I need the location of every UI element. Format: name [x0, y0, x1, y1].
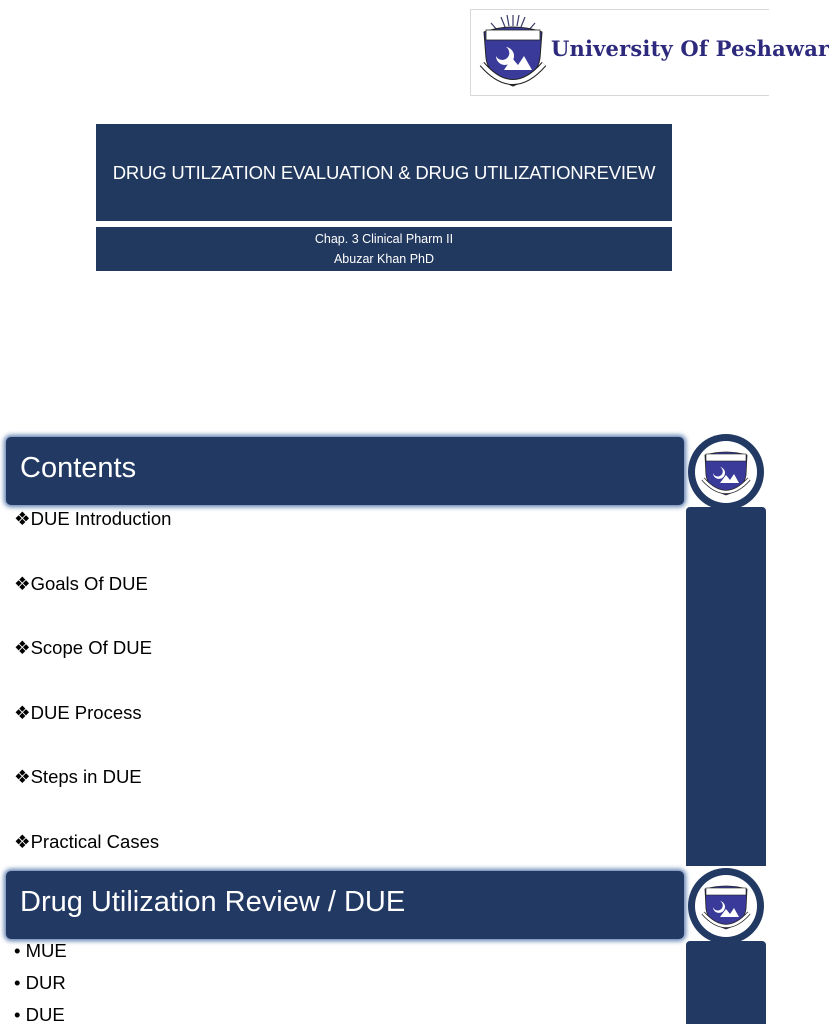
list-item: ❖Practical Cases	[14, 830, 160, 852]
side-accent-column	[686, 941, 766, 1024]
contents-slide	[0, 432, 768, 866]
list-item: • DUE	[14, 1004, 65, 1025]
term-list	[14, 940, 67, 1036]
list-item: ❖Steps in DUE	[14, 766, 142, 787]
list-item: ❖Goals Of DUE	[14, 572, 148, 594]
university-name: University Of Peshawar	[551, 36, 829, 61]
university-seal-icon	[699, 445, 753, 499]
list-item: • DUR	[14, 972, 66, 993]
list-item: ❖DUE Introduction	[14, 508, 172, 529]
side-accent-column	[686, 507, 766, 866]
list-item: ❖Scope Of DUE	[14, 637, 152, 658]
list-item: ❖DUE Process	[14, 701, 142, 723]
list-item: • MUE	[14, 940, 67, 961]
contents-list	[14, 508, 171, 895]
presentation-subtitle	[96, 227, 672, 271]
author-label: Abuzar Khan PhD	[333, 252, 435, 266]
chapter-label: Chap. 3 Clinical Pharm II	[314, 232, 454, 246]
slide-header	[6, 437, 684, 505]
drug-utilization-review-slide	[0, 866, 768, 1024]
slide-title: Contents	[20, 452, 137, 484]
university-seal-icon	[474, 12, 552, 92]
university-seal-icon	[699, 879, 753, 933]
title-text: DRUG UTILZATION EVALUATION & DRUG UTILIZATIONREVIEW	[112, 161, 656, 183]
header-badge	[688, 868, 764, 944]
slide-header	[6, 871, 684, 939]
slide-title: Drug Utilization Review / DUE	[20, 886, 406, 918]
presentation-title	[96, 124, 672, 221]
header-badge	[688, 434, 764, 510]
university-logo	[470, 9, 829, 96]
title-slide	[0, 0, 829, 432]
